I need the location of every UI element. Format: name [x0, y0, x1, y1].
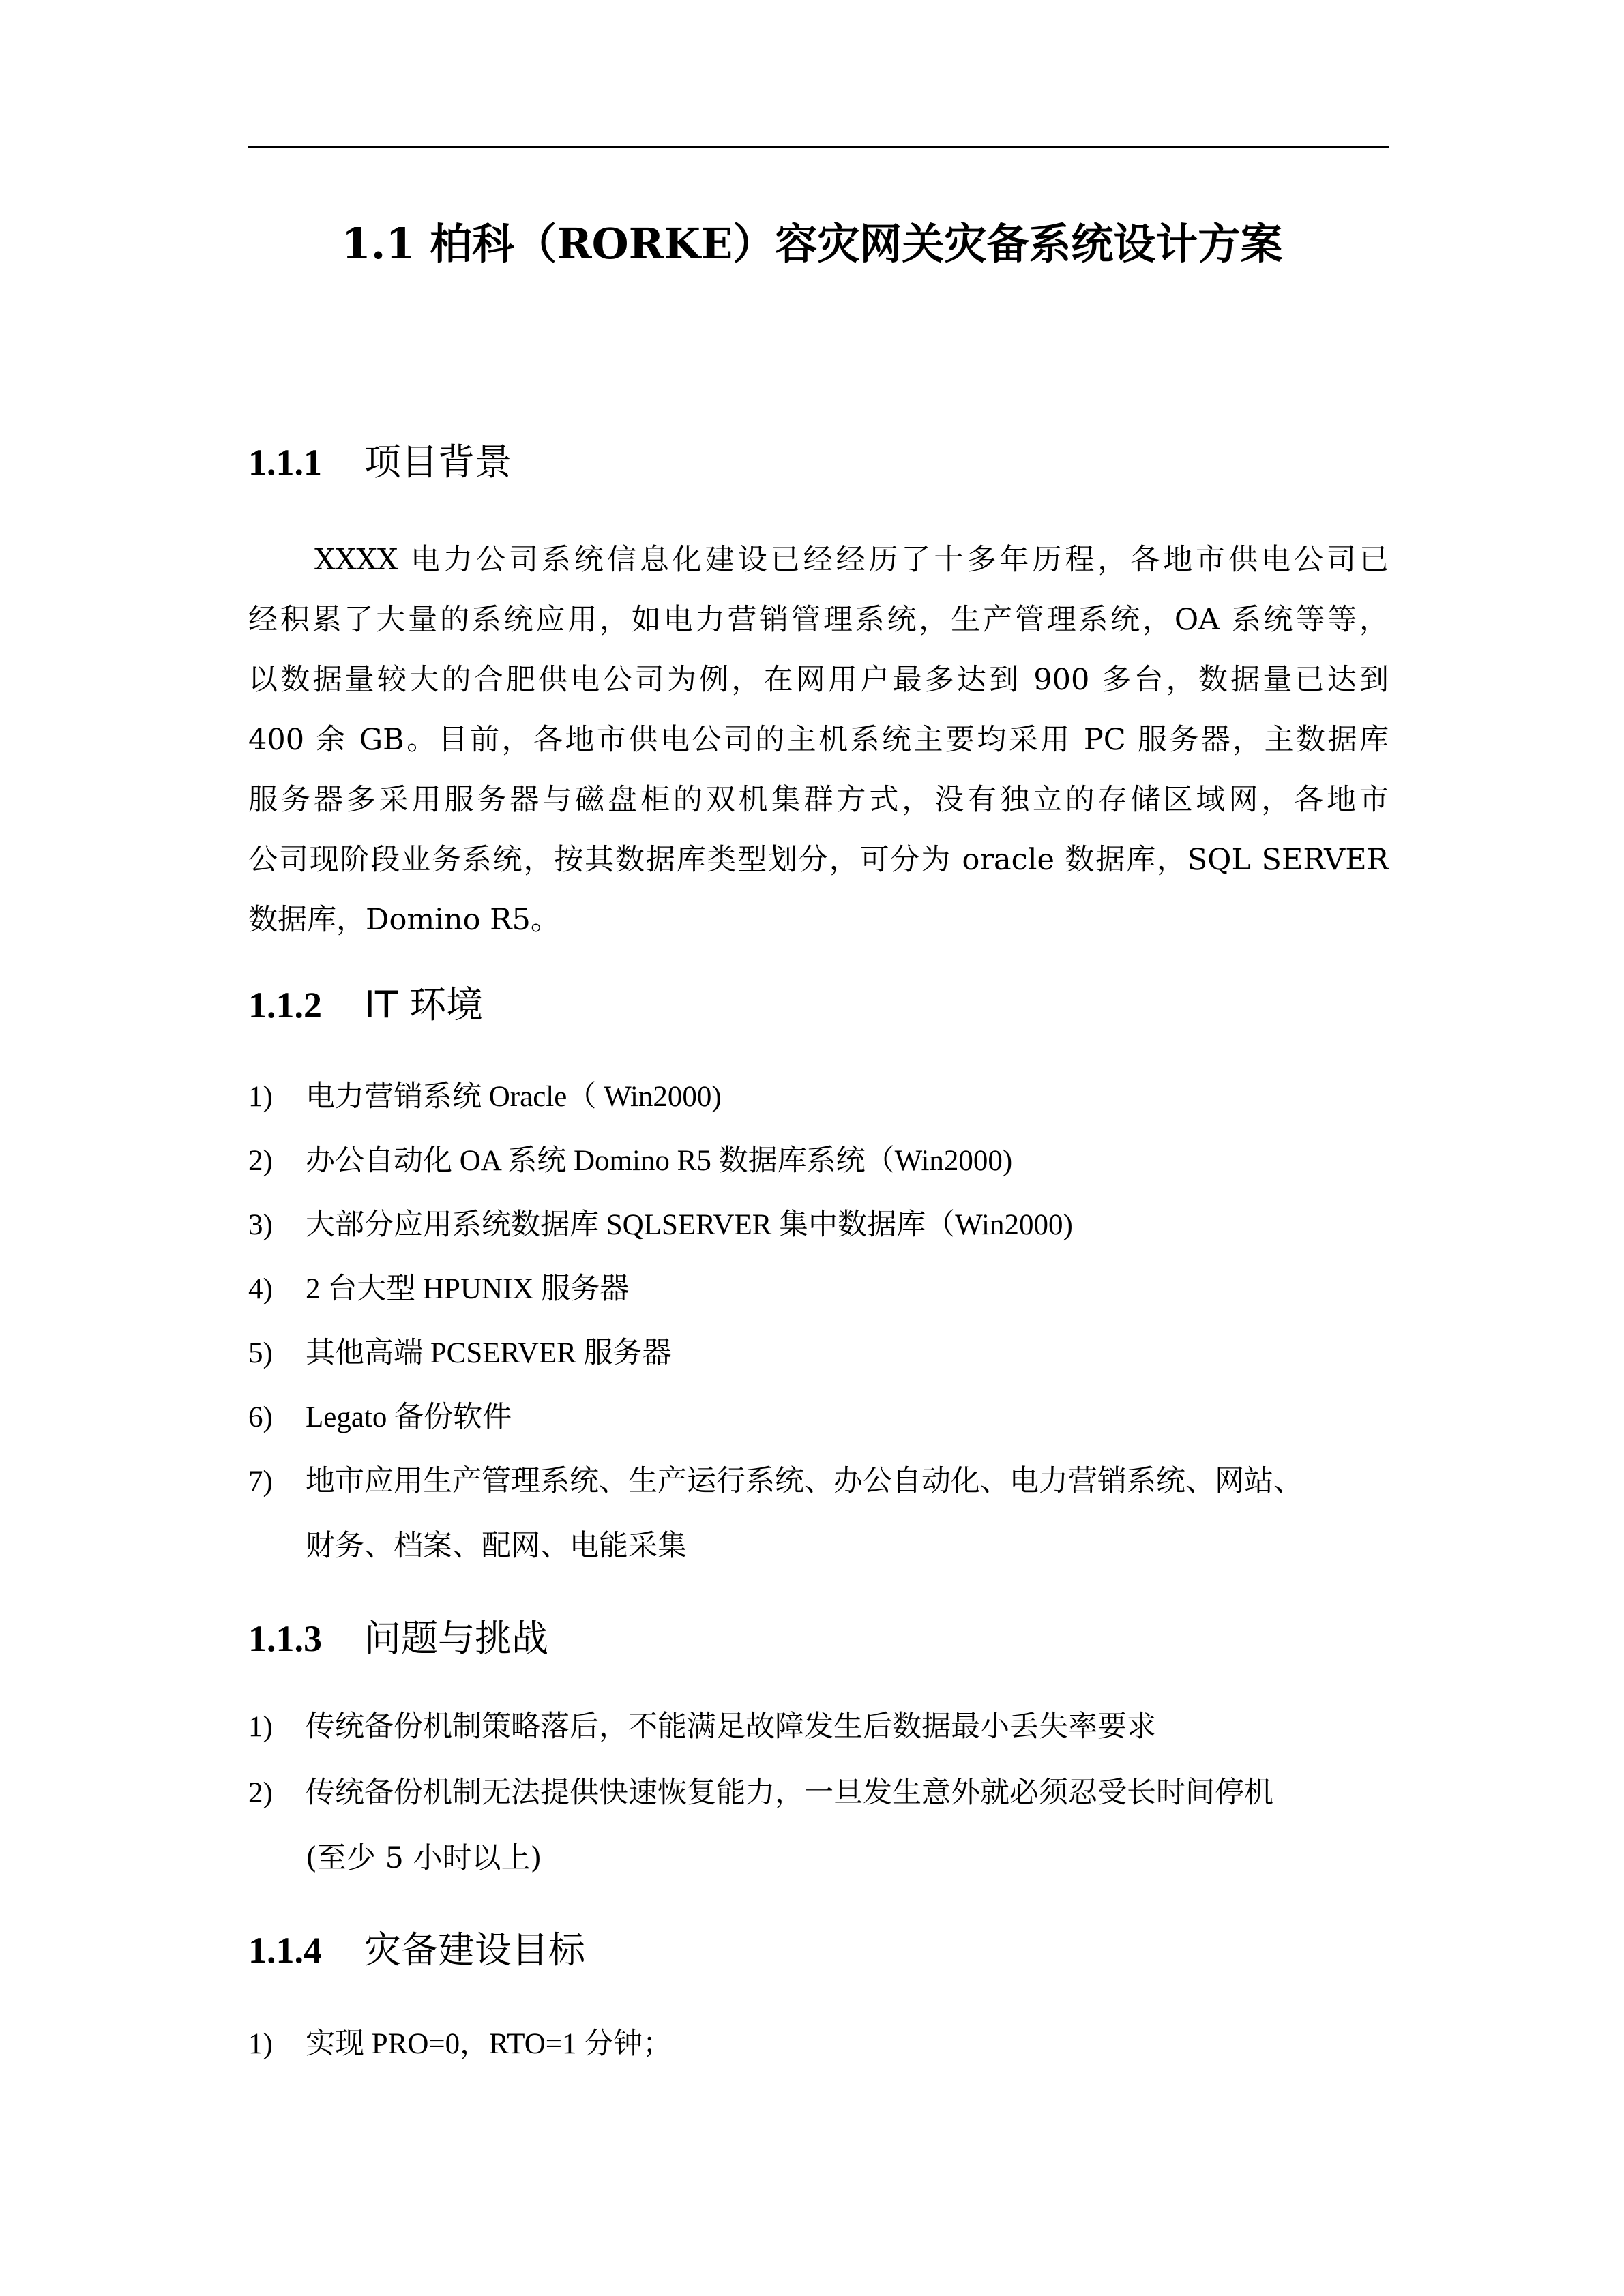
list-text: 大部分应用系统数据库 SQLSERVER 集中数据库（Win2000)	[306, 1209, 1073, 1241]
paragraph-line: 服务器多采用服务器与磁盘柜的双机集群方式，没有独立的存储区域网，各地市	[248, 783, 1389, 817]
section-number: 1.1.3	[248, 1618, 322, 1659]
list-text: 其他高端 PCSERVER 服务器	[306, 1337, 672, 1369]
list-item	[248, 1461, 1303, 1502]
list-item	[248, 1707, 1156, 1748]
list-number: 4)	[248, 1273, 273, 1305]
paragraph-line: 以数据量较大的合肥供电公司为例，在网用户最多达到 900 多台，数据量已达到	[248, 663, 1389, 697]
paragraph-line: 经积累了大量的系统应用，如电力营销管理系统，生产管理系统，OA 系统等等，	[248, 603, 1389, 637]
section-number: 1.1.4	[248, 1930, 322, 1971]
section-number: 1.1.1	[248, 442, 322, 483]
list-item	[248, 1397, 512, 1438]
section-title: IT 环境	[364, 983, 484, 1026]
list-number: 6)	[248, 1401, 273, 1433]
list-item-continuation: (至少 5 小时以上)	[306, 1841, 542, 1875]
list-item	[248, 1773, 1273, 1814]
section-title: 灾备建设目标	[364, 1928, 585, 1971]
list-text: 实现 PRO=0，RTO=1 分钟；	[306, 2028, 673, 2060]
list-item	[248, 1205, 1073, 1246]
section-heading-challenges	[248, 1615, 548, 1663]
section-heading-it-env	[248, 981, 483, 1029]
list-item	[248, 1141, 1012, 1182]
list-item	[248, 1269, 629, 1310]
section-heading-background	[248, 438, 512, 486]
paragraph-line: 数据库，Domino R5。	[248, 903, 560, 937]
header-rule	[248, 146, 1389, 148]
list-text: 传统备份机制策略落后，不能满足故障发生后数据最小丢失率要求	[306, 1711, 1156, 1743]
list-item	[248, 1333, 672, 1374]
section-title: 项目背景	[364, 441, 512, 483]
list-number: 1)	[248, 2028, 273, 2060]
list-item	[248, 1077, 722, 1118]
paragraph-line: 400 余 GB。目前，各地市供电公司的主机系统主要均采用 PC 服务器，主数据库	[248, 723, 1389, 757]
section-number: 1.1.2	[248, 985, 322, 1026]
list-item-continuation: 财务、档案、配网、电能采集	[306, 1529, 687, 1563]
list-text: 地市应用生产管理系统、生产运行系统、办公自动化、电力营销系统、网站、	[306, 1465, 1303, 1497]
list-text: 2 台大型 HPUNIX 服务器	[306, 1273, 630, 1305]
list-number: 2)	[248, 1777, 273, 1809]
list-number: 7)	[248, 1465, 273, 1497]
list-number: 2)	[248, 1145, 273, 1177]
list-text: 办公自动化 OA 系统 Domino R5 数据库系统（Win2000)	[306, 1145, 1013, 1177]
paragraph-line: 公司现阶段业务系统，按其数据库类型划分，可分为 oracle 数据库，SQL SERVER	[248, 843, 1389, 877]
list-number: 1)	[248, 1711, 273, 1743]
list-number: 3)	[248, 1209, 273, 1241]
list-number: 5)	[248, 1337, 273, 1369]
list-text: 电力营销系统 Oracle（ Win2000)	[306, 1081, 722, 1113]
section-title: 问题与挑战	[364, 1617, 548, 1660]
list-number: 1)	[248, 1081, 273, 1113]
list-item	[248, 2024, 672, 2065]
paragraph-line: XXXX 电力公司系统信息化建设已经经历了十多年历程，各地市供电公司已	[314, 543, 1389, 577]
document-title: 1.1 柏科（RORKE）容灾网关灾备系统设计方案	[341, 219, 1283, 269]
list-text: 传统备份机制无法提供快速恢复能力，一旦发生意外就必须忍受长时间停机	[306, 1777, 1273, 1809]
list-text: Legato 备份软件	[306, 1401, 512, 1433]
section-heading-goals	[248, 1926, 585, 1974]
